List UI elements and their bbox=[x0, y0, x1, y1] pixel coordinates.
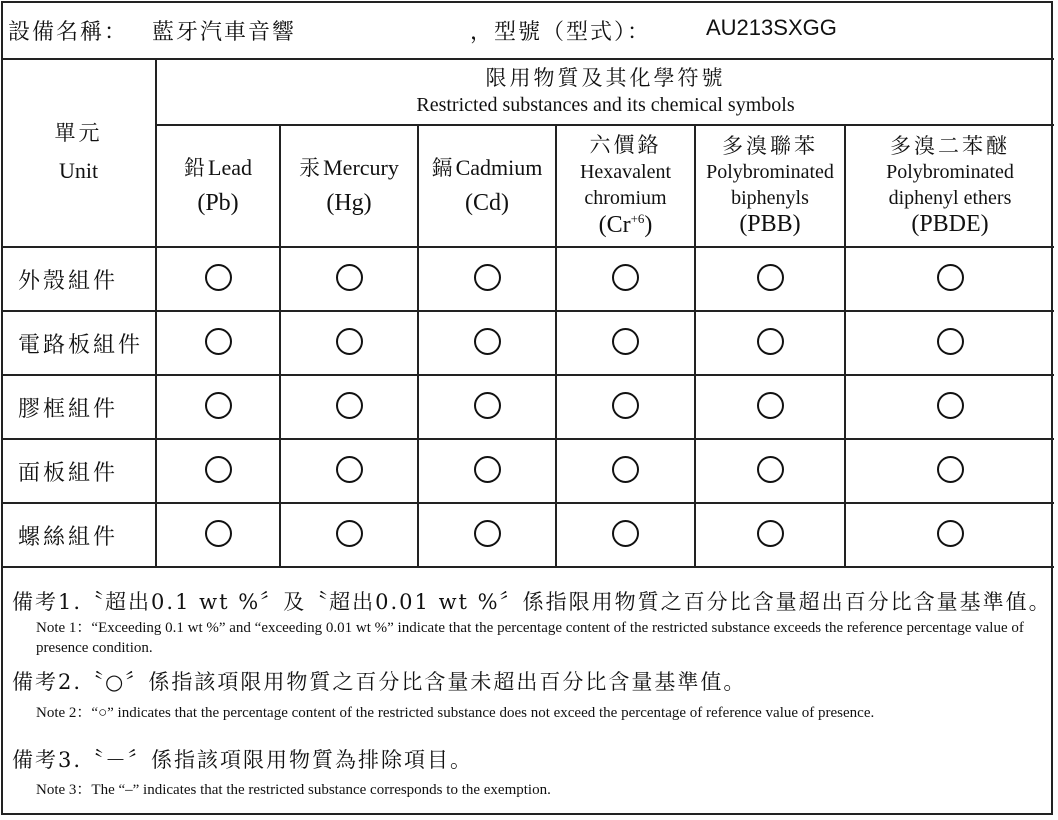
presence-cell bbox=[695, 247, 845, 311]
presence-cell bbox=[280, 439, 418, 503]
presence-mark bbox=[937, 328, 964, 355]
component-row bbox=[2, 247, 1054, 311]
unit-header-en: Unit bbox=[58, 158, 99, 184]
presence-mark bbox=[937, 392, 964, 419]
device-header bbox=[2, 2, 1054, 60]
presence-mark bbox=[474, 456, 501, 483]
substance-zh: 多溴聯苯 bbox=[722, 133, 818, 158]
note-2-en: Note 2：“○” indicates that the percentage content of the restricted substance does not exceed the percentage of reference value of presence. bbox=[36, 705, 875, 721]
presence-mark bbox=[612, 456, 639, 483]
substance-en: Cadmium bbox=[455, 155, 543, 181]
substance-en-line2: biphenyls bbox=[731, 187, 809, 210]
substance-en: Mercury bbox=[323, 155, 399, 181]
presence-mark bbox=[474, 392, 501, 419]
presence-mark bbox=[474, 520, 501, 547]
substance-header-pbde bbox=[845, 125, 1054, 247]
presence-cell bbox=[556, 503, 695, 567]
presence-cell bbox=[845, 311, 1054, 375]
substance-symbol: (Hg) bbox=[326, 189, 372, 216]
presence-cell bbox=[418, 503, 556, 567]
component-name: 膠框組件 bbox=[2, 375, 156, 439]
presence-mark bbox=[937, 520, 964, 547]
substance-symbol: (PBDE) bbox=[911, 211, 989, 238]
substance-symbol: (PBB) bbox=[739, 211, 801, 238]
substance-zh: 鉛 bbox=[184, 156, 209, 181]
presence-cell bbox=[418, 439, 556, 503]
presence-mark bbox=[612, 264, 639, 291]
presence-cell bbox=[695, 439, 845, 503]
component-name: 電路板組件 bbox=[2, 311, 156, 375]
presence-cell bbox=[845, 439, 1054, 503]
presence-mark bbox=[612, 520, 639, 547]
substance-header-mercury bbox=[280, 125, 418, 247]
presence-mark bbox=[336, 392, 363, 419]
substance-symbol: (Pb) bbox=[197, 189, 239, 216]
substance-en-line2: diphenyl ethers bbox=[888, 187, 1012, 210]
presence-cell bbox=[695, 503, 845, 567]
presence-cell bbox=[695, 311, 845, 375]
presence-mark bbox=[336, 456, 363, 483]
component-row bbox=[2, 311, 1054, 375]
presence-cell bbox=[845, 503, 1054, 567]
note-1-en: Note 1：“Exceeding 0.1 wt %” and “exceeding 0.01 wt %” indicate that the percentage content of the restricted substance exceeds the reference percentage value of presence condition. bbox=[36, 620, 1024, 656]
substance-symbol: $(Cr^{+6})$ bbox=[598, 210, 653, 238]
model-value: AU213SXGG bbox=[706, 15, 837, 40]
presence-cell bbox=[418, 375, 556, 439]
presence-mark bbox=[474, 264, 501, 291]
presence-cell bbox=[280, 375, 418, 439]
substance-header-pbb bbox=[695, 125, 845, 247]
note-3-en: Note 3：The “–” indicates that the restricted substance corresponds to the exemption. bbox=[36, 782, 551, 798]
substances-group-header bbox=[156, 60, 1054, 125]
substance-en-line1: Polybrominated bbox=[706, 161, 834, 184]
unit-header bbox=[2, 60, 156, 247]
presence-mark bbox=[757, 264, 784, 291]
presence-cell bbox=[845, 375, 1054, 439]
component-row bbox=[2, 439, 1054, 503]
component-name: 面板組件 bbox=[2, 439, 156, 503]
substance-zh: 鎘 bbox=[431, 156, 456, 181]
presence-cell bbox=[556, 311, 695, 375]
note-3-zh: 備考3.〝－〞係指該項限用物質為排除項目。 bbox=[12, 748, 474, 772]
restricted-substances-table bbox=[2, 60, 1054, 568]
note-2-zh: 備考2.〝○〞係指該項限用物質之百分比含量未超出百分比含量基準值。 bbox=[12, 670, 747, 694]
substance-en-line1: Polybrominated bbox=[886, 161, 1014, 184]
presence-cell bbox=[556, 439, 695, 503]
substance-symbol: (Cd) bbox=[465, 189, 509, 216]
presence-cell bbox=[845, 247, 1054, 311]
presence-mark bbox=[336, 328, 363, 355]
presence-cell bbox=[156, 375, 280, 439]
presence-mark bbox=[205, 328, 232, 355]
presence-mark bbox=[205, 264, 232, 291]
component-row bbox=[2, 375, 1054, 439]
note-1-zh: 備考1.〝超出0.1 wt %〞及〝超出0.01 wt %〞係指限用物質之百分比含量超出百分比含量基準值。 bbox=[12, 590, 1052, 614]
substance-header-cadmium bbox=[418, 125, 556, 247]
device-name-label: 設備名稱： bbox=[8, 20, 129, 45]
presence-mark bbox=[757, 328, 784, 355]
substances-group-header-zh: 限用物質及其化學符號 bbox=[485, 66, 726, 91]
presence-cell bbox=[280, 503, 418, 567]
presence-mark bbox=[757, 392, 784, 419]
substance-zh: 汞 bbox=[299, 156, 324, 181]
presence-cell bbox=[418, 311, 556, 375]
presence-cell bbox=[156, 503, 280, 567]
component-name: 螺絲組件 bbox=[2, 503, 156, 567]
presence-mark bbox=[937, 456, 964, 483]
presence-mark bbox=[205, 520, 232, 547]
presence-mark bbox=[937, 264, 964, 291]
substance-zh: 六價鉻 bbox=[589, 133, 662, 158]
presence-cell bbox=[280, 311, 418, 375]
substance-header-lead bbox=[156, 125, 280, 247]
presence-mark bbox=[336, 520, 363, 547]
presence-mark bbox=[757, 456, 784, 483]
presence-mark bbox=[205, 392, 232, 419]
presence-cell bbox=[156, 311, 280, 375]
presence-mark bbox=[612, 328, 639, 355]
presence-mark bbox=[757, 520, 784, 547]
substance-en-line2: chromium bbox=[584, 186, 667, 209]
presence-mark bbox=[336, 264, 363, 291]
presence-cell bbox=[556, 247, 695, 311]
substance-en-line1: Hexavalent bbox=[579, 160, 672, 183]
presence-cell bbox=[280, 247, 418, 311]
component-name: 外殼組件 bbox=[2, 247, 156, 311]
unit-header-zh: 單元 bbox=[54, 121, 103, 146]
presence-cell bbox=[156, 439, 280, 503]
presence-cell bbox=[695, 375, 845, 439]
presence-mark bbox=[612, 392, 639, 419]
presence-cell bbox=[156, 247, 280, 311]
substance-header-chromium bbox=[556, 125, 695, 247]
model-label: ，型號（型式）： bbox=[470, 20, 652, 45]
presence-cell bbox=[556, 375, 695, 439]
presence-mark bbox=[474, 328, 501, 355]
component-row bbox=[2, 503, 1054, 567]
substance-zh: 多溴二苯醚 bbox=[890, 133, 1010, 158]
substance-en: Lead bbox=[208, 155, 252, 181]
device-name-value: 藍牙汽車音響 bbox=[152, 20, 297, 45]
substances-group-header-en: Restricted substances and its chemical symbols bbox=[416, 93, 795, 116]
presence-mark bbox=[205, 456, 232, 483]
presence-cell bbox=[418, 247, 556, 311]
